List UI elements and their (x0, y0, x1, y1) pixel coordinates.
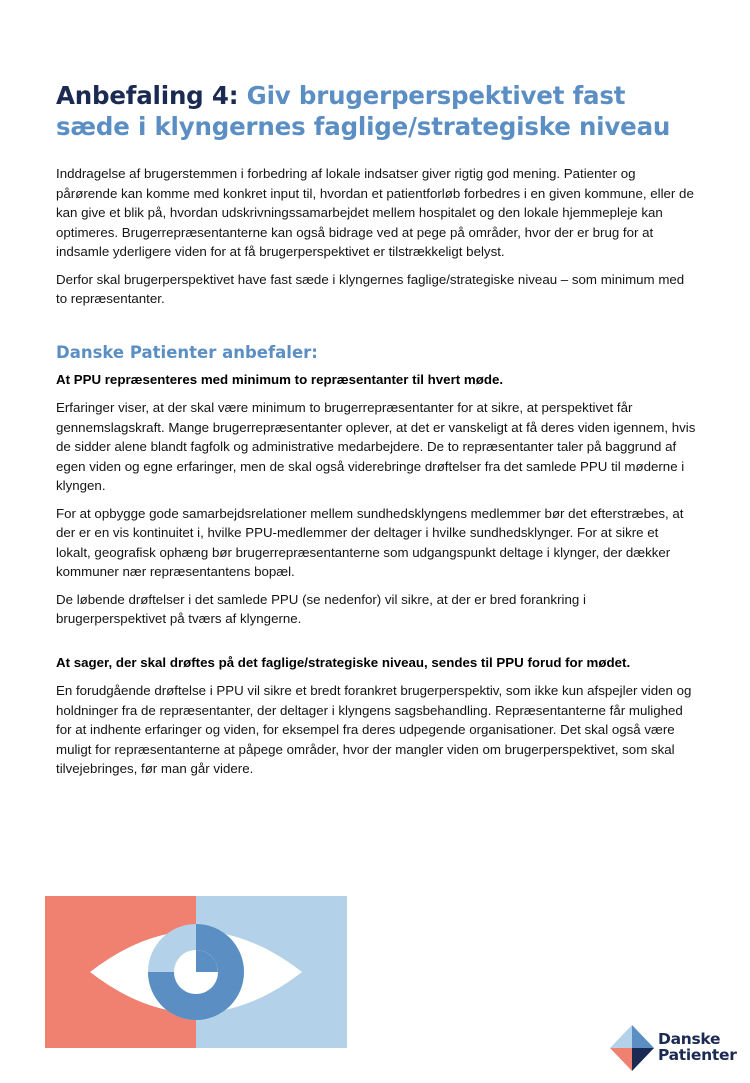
section-heading: Danske Patienter anbefaler: (56, 342, 318, 362)
eye-illustration (45, 896, 347, 1048)
title-text: Giv brugerperspektivet fast sæde i klyngernes faglige/strategiske niveau (56, 81, 671, 141)
recommendation-2-paragraph-1: En forudgående drøftelse i PPU vil sikre et bredt forankret brugerperspektiv, som ikke kun afspejler viden og holdninger fra de repræsentanter, der deltager i klyngens sagsbehandling. Repræsentanterne får mulighed for at indhente erfaringer og viden, for eksempel fra deres udpegende organisationer. Det skal også være muligt for repræsentanterne at påpege områder, hvor der mangler viden om brugerperspektivet, som skal tilvejebringes, før man går videre. (56, 683, 692, 776)
recommendation-1-paragraph-1: Erfaringer viser, at der skal være minimum to brugerrepræsentanter for at sikre, at perspektivet får gennemslagskraft. Mange brugerrepræsentanter oplever, at det er vanskeligt at få deres viden igennem, hvis de sidder alene blandt fagfolk og administrative medarbejdere. De to repræsentanter taler på baggrund af egen viden og egne erfaringer, men de skal også viderebringe drøftelser fra det samlede PPU til møderne i klyngen. (56, 400, 696, 493)
page-content (56, 80, 696, 787)
logo-wordmark (658, 1031, 737, 1063)
logo-mark-icon (610, 1025, 654, 1071)
recommendation-1-title: At PPU repræsenteres med minimum to repræsentanter til hvert møde. (56, 371, 504, 387)
logo-line-1: Danske (658, 1030, 721, 1048)
title-prefix: Anbefaling 4: (56, 81, 239, 110)
intro-paragraph-1: Inddragelse af brugerstemmen i forbedring af lokale indsatser giver rigtig god mening. Patienter og pårørende kan komme med konkret input til, hvordan et patientforløb forbedres i en given kommune, eller de kan give et blik på, hvordan udskrivningssamarbejdet mellem hospitalet og den lokale hjemmepleje kan optimeres. Brugerrepræsentanterne kan også bidrage ved at pege på områder, hvor der er brug for at indsamle yderligere viden for at få brugerperspektivet er tilstrækkeligt belyst. (56, 166, 694, 259)
recommendation-1-paragraph-3: De løbende drøftelser i det samlede PPU (se nedenfor) vil sikre, at der er bred forankring i brugerperspektivet på tværs af klyngerne. (56, 591, 586, 626)
page-title (56, 80, 696, 142)
danske-patienter-logo (610, 1023, 740, 1075)
intro-paragraph-2: Derfor skal brugerperspektivet have fast sæde i klyngernes faglige/strategiske niveau – som minimum med to repræsentanter. (56, 271, 685, 306)
recommendation-1-paragraph-2: For at opbygge gode samarbejdsrelationer mellem sundhedsklyngens medlemmer bør det efterstræbes, at der er en vis kontinuitet i, hvilke PPU-medlemmer der deltager i hvilke sundhedsklynger. For at sikre et lokalt, geografisk ophæng bør brugerrepræsentanterne som udgangspunkt deltage i klynger, der dækker kommuner nær repræsentantens bopæl. (56, 505, 684, 579)
logo-line-2: Patienter (658, 1046, 737, 1064)
recommendation-2-title: At sager, der skal drøftes på det faglige/strategiske niveau, sendes til PPU forud for mødet. (56, 654, 631, 670)
